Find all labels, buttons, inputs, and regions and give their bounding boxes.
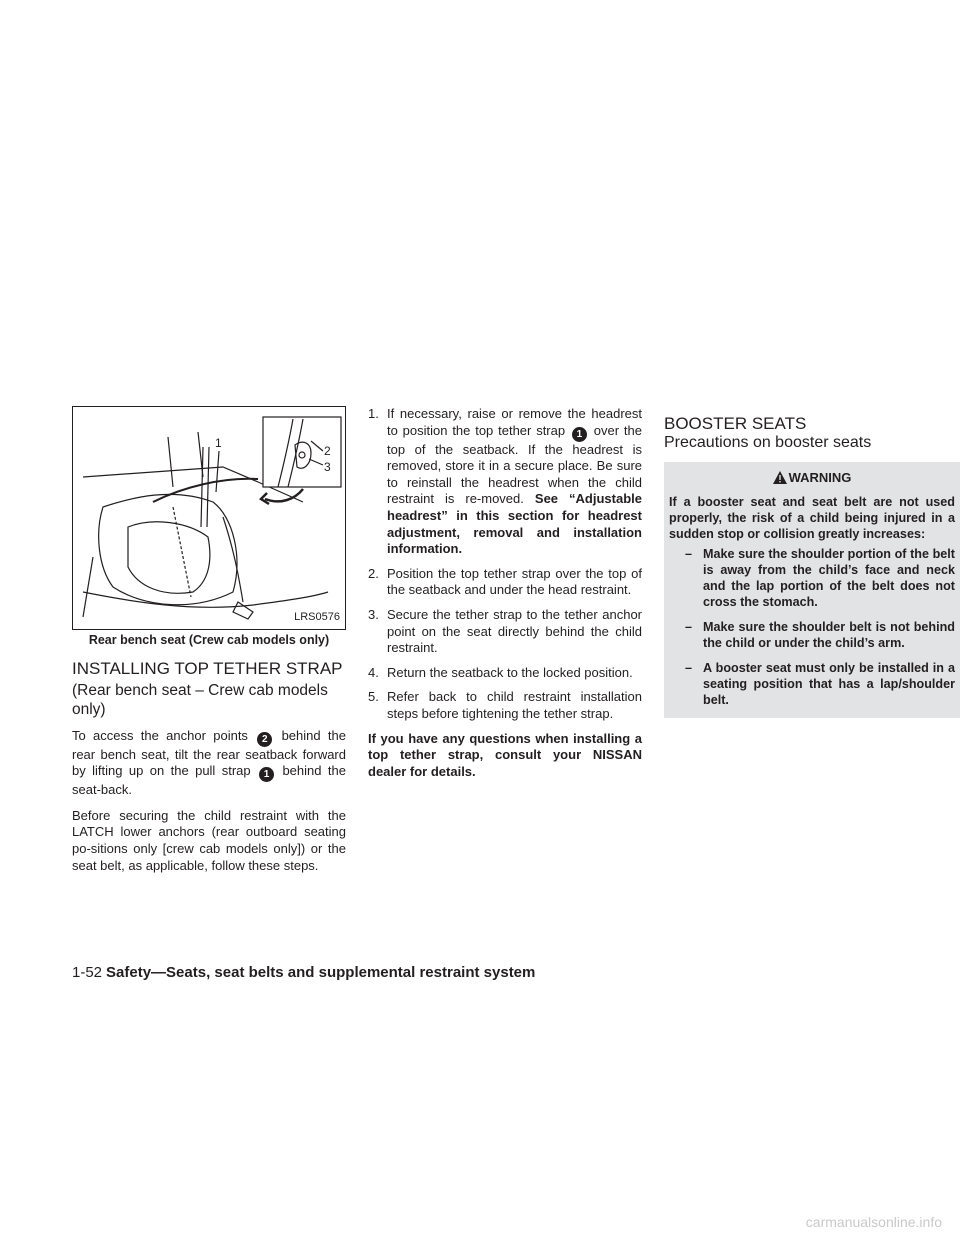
callout-2: 2 [324, 444, 331, 458]
callout-marker-1: 1 [572, 427, 587, 442]
step-number: 3. [368, 606, 379, 622]
warning-icon [773, 471, 787, 488]
callout-3: 3 [324, 460, 331, 474]
warning-item-3: – A booster seat must only be installed in a seating position that has a lap/shoulder belt. [685, 661, 955, 707]
para-text: behind the seat-back. [72, 763, 346, 798]
warning-item-text: Make sure the shoulder portion of the belt is away from the child’s face and neck and the lap portion of the belt does not cross the stomach. [703, 547, 955, 609]
page-footer [72, 964, 535, 981]
watermark: carmanualsonline.info [805, 1214, 942, 1230]
middle-column [368, 406, 642, 789]
section-subheading: (Rear bench seat – Crew cab models only) [72, 681, 328, 718]
callout-1: 1 [215, 436, 222, 450]
step-4 [368, 665, 642, 682]
page-number: 1-52 [72, 964, 103, 981]
para-text: To access the anchor points [72, 727, 248, 743]
step-1 [368, 406, 642, 558]
step-3 [368, 607, 642, 657]
step-text: Position the top tether strap over the top of the seatback and under the head restraint. [387, 565, 642, 598]
step-text: Refer back to child restraint installation steps before tightening the tether strap. [387, 689, 642, 721]
step-5 [368, 689, 642, 722]
figure-code: LRS0576 [294, 611, 340, 624]
seat-illustration [72, 406, 346, 630]
booster-subheading: Precautions on booster seats [664, 434, 872, 451]
steps-list [368, 406, 642, 723]
warning-item-2: – Make sure the shoulder belt is not behind the child or under the child’s arm. [685, 620, 955, 650]
latch-paragraph: Before securing the child restraint with the LATCH lower anchors (rear outboard seating po-sitions only [crew cab models only]) or the seat belt, as applicable, follow these steps. [72, 807, 346, 873]
right-column [664, 406, 960, 718]
footer-section-title: Safety—Seats, seat belts and supplemental restraint system [106, 964, 536, 981]
step-text: Return the seatback to the locked position. [387, 664, 633, 680]
para-text: behind the rear bench seat, tilt the rear seatback forward by lifting up on the pull strap [72, 727, 346, 779]
step-text: If necessary, raise or remove the headrest to position the top tether strap [387, 406, 642, 438]
step-number: 5. [368, 689, 379, 705]
warning-intro: If a booster seat and seat belt are not used properly, the risk of a child being injured in a sudden stop or collision greatly increases: [669, 495, 955, 541]
step-text: Secure the tether strap to the tether anchor point on the seat directly behind the child restraint. [387, 606, 642, 656]
step-number: 2. [368, 565, 379, 581]
step-2 [368, 566, 642, 599]
callout-marker-2: 2 [257, 732, 272, 747]
warning-box [664, 462, 960, 718]
warning-title [669, 470, 955, 488]
step-number: 4. [368, 664, 379, 680]
warning-item-text: Make sure the shoulder belt is not behind the child or under the child’s arm. [703, 620, 955, 650]
cross-reference: See “Adjustable headrest” in this section for headrest adjustment, removal and installation information. [387, 491, 642, 557]
anchor-access-paragraph [72, 728, 346, 799]
warning-item-1: – Make sure the shoulder portion of the belt is away from the child’s face and neck and the lap portion of the belt does not cross the stomach. [685, 547, 955, 609]
step-number: 1. [368, 406, 379, 421]
section-heading: INSTALLING TOP TETHER STRAP [72, 658, 343, 678]
dealer-note: If you have any questions when installing a top tether strap, consult your NISSAN dealer for details. [368, 730, 642, 779]
booster-heading: BOOSTER SEATS [664, 414, 807, 433]
warning-label: WARNING [788, 470, 852, 485]
figure-caption: Rear bench seat (Crew cab models only) [88, 633, 330, 647]
left-column [72, 406, 346, 883]
rear-bench-seat-drawing [73, 407, 345, 629]
warning-item-text: A booster seat must only be installed in a seating position that has a lap/shoulder belt. [703, 661, 955, 707]
step-text: over the top of the seatback. If the headrest is removed, store it in a secure place. Be sure to reinstall the headrest when the child restraint is re-moved. [387, 422, 642, 507]
callout-marker-1: 1 [259, 767, 274, 782]
